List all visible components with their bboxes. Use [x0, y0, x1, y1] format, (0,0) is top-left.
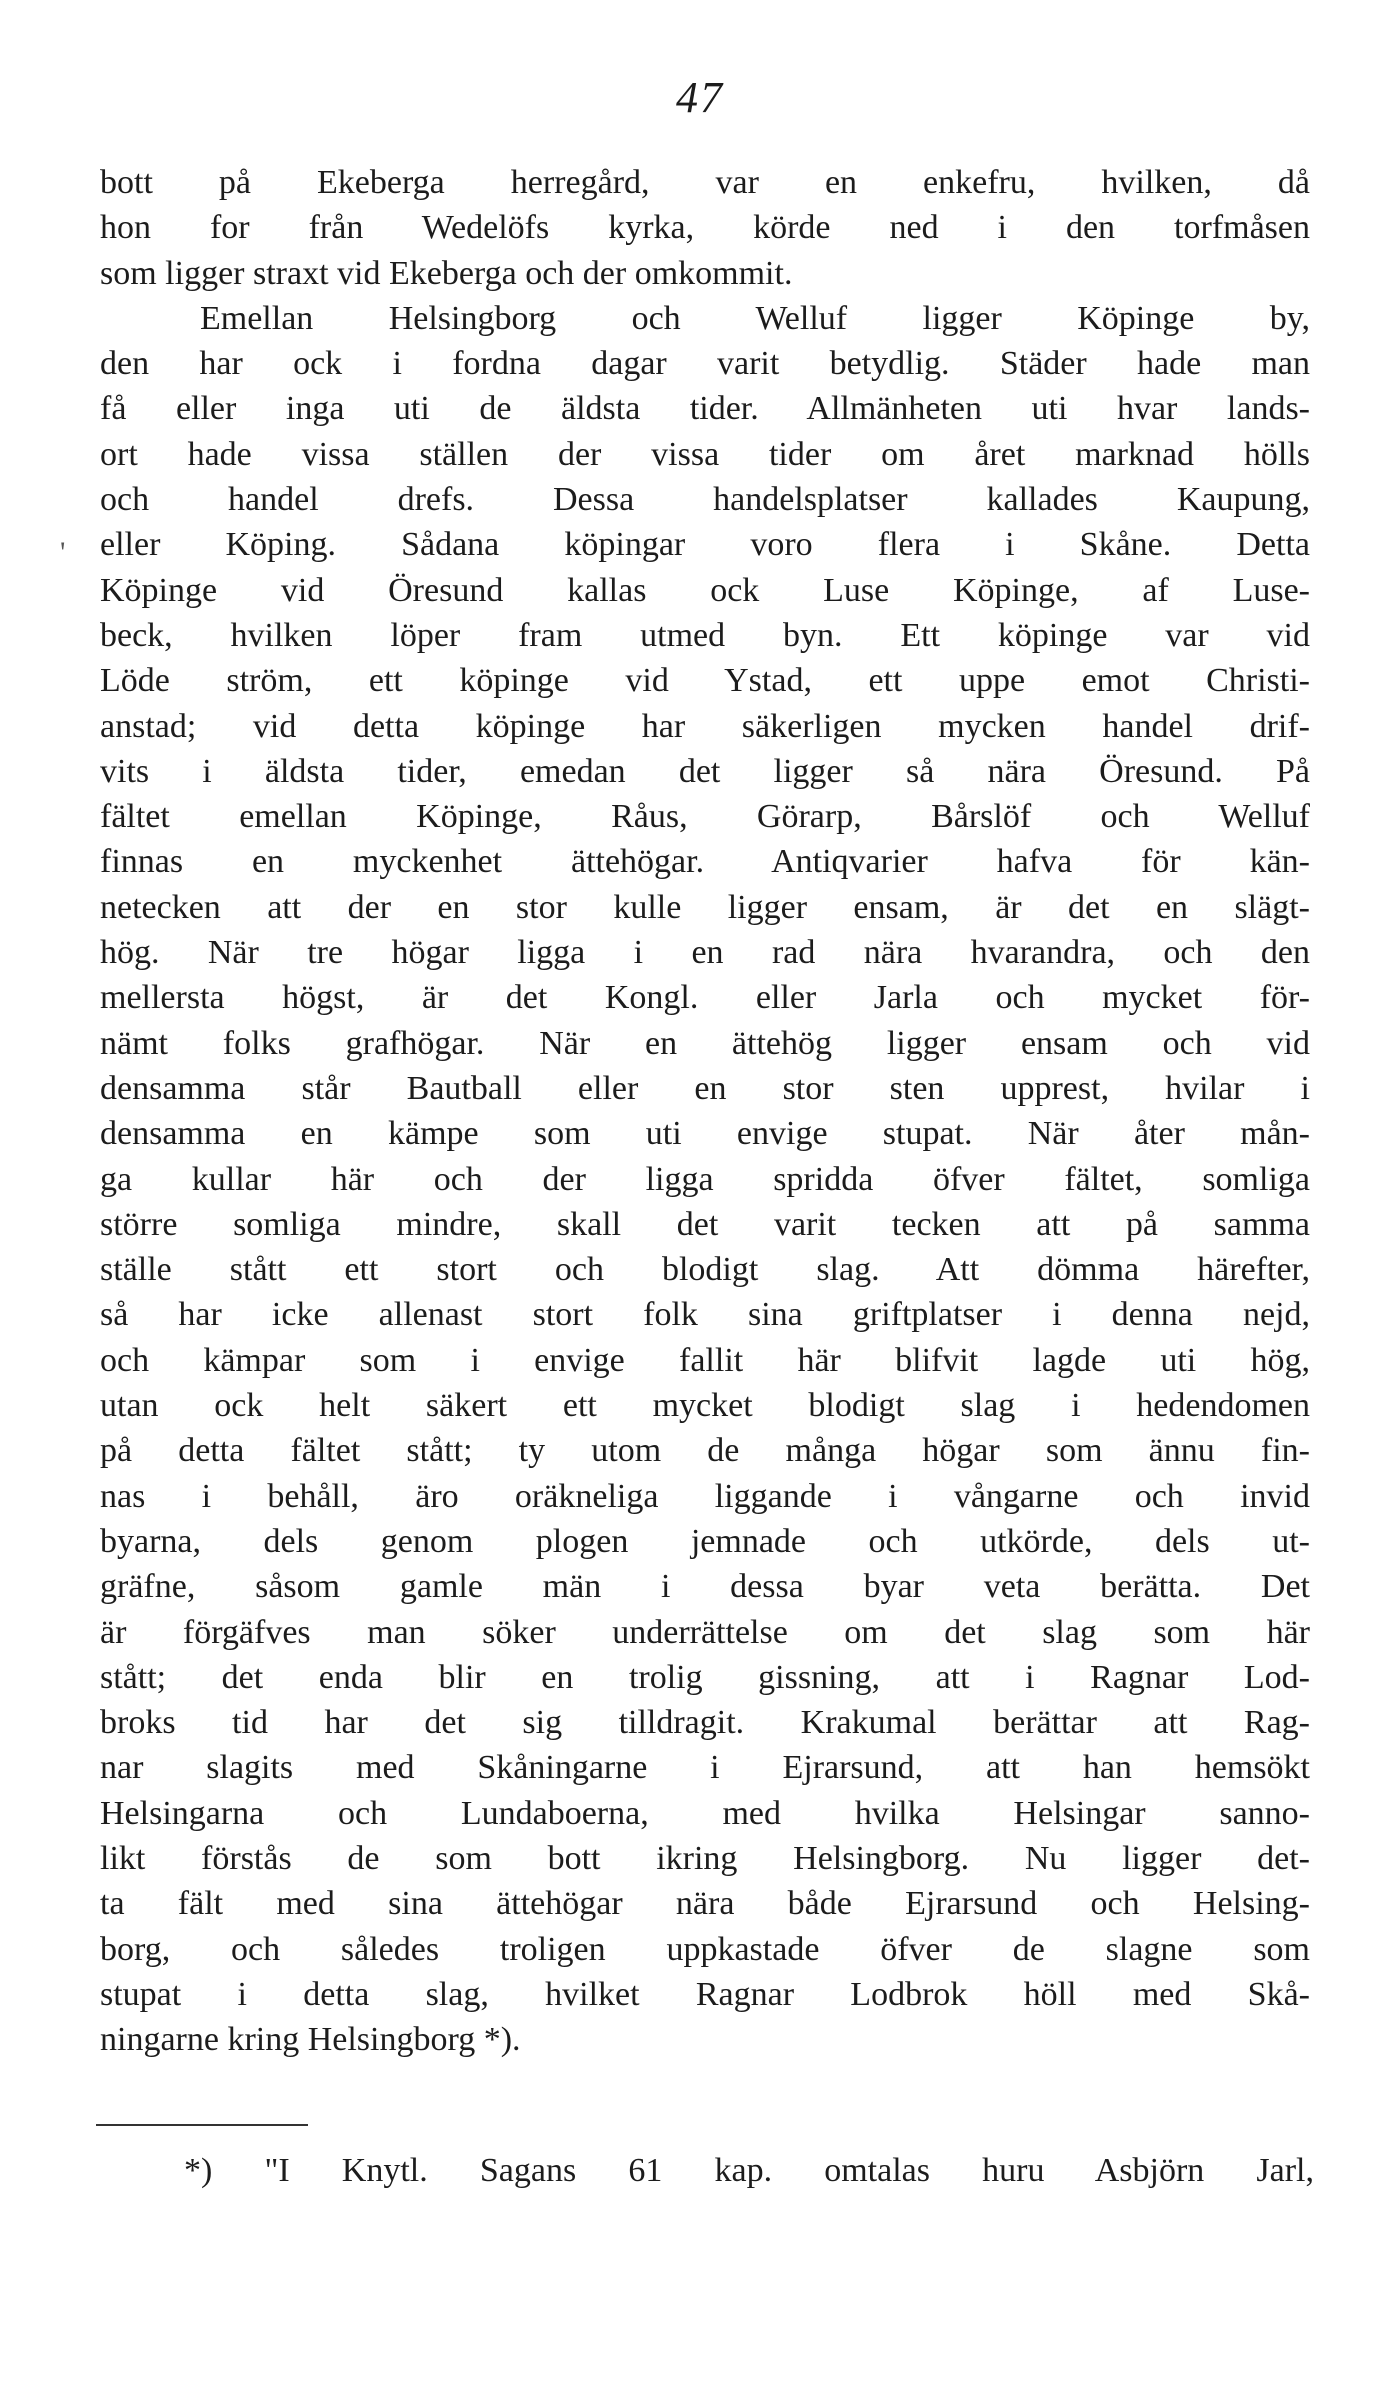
text-line: gräfne, såsom gamle män i dessa byar veta berätta. Det: [100, 1568, 1310, 1606]
text-line: Helsingarna och Lundaboerna, med hvilka Helsingar sanno-: [100, 1794, 1310, 1832]
margin-mark: ': [60, 536, 66, 569]
text-line: nar slagits med Skåningarne i Ejrarsund, att han hemsökt: [100, 1749, 1310, 1787]
footnote: *) "I Knytl. Sagans 61 kap. omtalas huru Asbjörn Jarl,: [184, 2152, 1314, 2189]
text-line: nämt folks grafhögar. När en ättehög ligger ensam och vid: [100, 1024, 1310, 1062]
text-line: finnas en myckenhet ättehögar. Antiqvarier hafva för kän-: [100, 843, 1310, 881]
text-line: och handel drefs. Dessa handelsplatser kallades Kaupung,: [100, 481, 1310, 519]
text-line: mellersta högst, är det Kongl. eller Jarla och mycket för-: [100, 979, 1310, 1017]
text-line: hon for från Wedelöfs kyrka, körde ned i den torfmåsen: [100, 209, 1310, 247]
text-line: netecken att der en stor kulle ligger ensam, är det en slägt-: [100, 888, 1310, 926]
text-line: som ligger straxt vid Ekeberga och der omkommit.: [100, 254, 793, 292]
text-line: på detta fältet stått; ty utom de många högar som ännu fin-: [100, 1432, 1310, 1470]
text-line: beck, hvilken löper fram utmed byn. Ett köpinge var vid: [100, 616, 1310, 654]
text-line: broks tid har det sig tilldragit. Krakumal berättar att Rag-: [100, 1704, 1310, 1742]
text-line: ort hade vissa ställen der vissa tider om året marknad hölls: [100, 435, 1310, 473]
text-line: ga kullar här och der ligga spridda öfver fältet, somliga: [100, 1160, 1310, 1198]
text-line: stupat i detta slag, hvilket Ragnar Lodbrok höll med Skå-: [100, 1975, 1310, 2013]
body-text: [100, 160, 1310, 2062]
text-line: nas i behåll, äro oräkneliga liggande i vångarne och invid: [100, 1477, 1310, 1515]
text-line: ta fält med sina ättehögar nära både Ejrarsund och Helsing-: [100, 1885, 1310, 1923]
text-line: byarna, dels genom plogen jemnade och utkörde, dels ut-: [100, 1522, 1310, 1560]
text-line: Emellan Helsingborg och Welluf ligger Köpinge by,: [200, 299, 1310, 337]
text-line: fältet emellan Köpinge, Råus, Görarp, Bårslöf och Welluf: [100, 798, 1310, 836]
text-line: Löde ström, ett köpinge vid Ystad, ett uppe emot Christi-: [100, 662, 1310, 700]
text-line: likt förstås de som bott ikring Helsingborg. Nu ligger det-: [100, 1839, 1310, 1877]
text-line: är förgäfves man söker underrättelse om det slag som här: [100, 1613, 1310, 1651]
text-line: stått; det enda blir en trolig gissning, att i Ragnar Lod-: [100, 1658, 1310, 1696]
text-line: densamma står Bautball eller en stor sten upprest, hvilar i: [100, 1069, 1310, 1107]
text-line: och kämpar som i envige fallit här blifvit lagde uti hög,: [100, 1341, 1310, 1379]
text-line: ningarne kring Helsingborg *).: [100, 2021, 521, 2059]
text-line: borg, och således troligen uppkastade öfver de slagne som: [100, 1930, 1310, 1968]
text-line: ställe stått ett stort och blodigt slag. Att dömma härefter,: [100, 1251, 1310, 1289]
text-line: så har icke allenast stort folk sina griftplatser i denna nejd,: [100, 1296, 1310, 1334]
page-number: 47: [676, 73, 724, 122]
text-line: den har ock i fordna dagar varit betydlig. Städer hade man: [100, 345, 1310, 383]
text-line: anstad; vid detta köpinge har säkerligen mycken handel drif-: [100, 707, 1310, 745]
text-line: eller Köping. Sådana köpingar voro flera i Skåne. Detta: [100, 526, 1310, 564]
text-line: utan ock helt säkert ett mycket blodigt slag i hedendomen: [100, 1387, 1310, 1425]
text-line: hög. När tre högar ligga i en rad nära hvarandra, och den: [100, 934, 1310, 972]
text-line: Köpinge vid Öresund kallas ock Luse Köpinge, af Luse-: [100, 571, 1310, 609]
text-line: större somliga mindre, skall det varit tecken att på samma: [100, 1205, 1310, 1243]
text-line: vits i äldsta tider, emedan det ligger så nära Öresund. På: [100, 752, 1310, 790]
text-line: få eller inga uti de äldsta tider. Allmänheten uti hvar lands-: [100, 390, 1310, 428]
footnote-divider: [96, 2124, 308, 2126]
text-line: bott på Ekeberga herregård, var en enkefru, hvilken, då: [100, 164, 1310, 201]
text-line: densamma en kämpe som uti envige stupat. När åter mån-: [100, 1115, 1310, 1153]
